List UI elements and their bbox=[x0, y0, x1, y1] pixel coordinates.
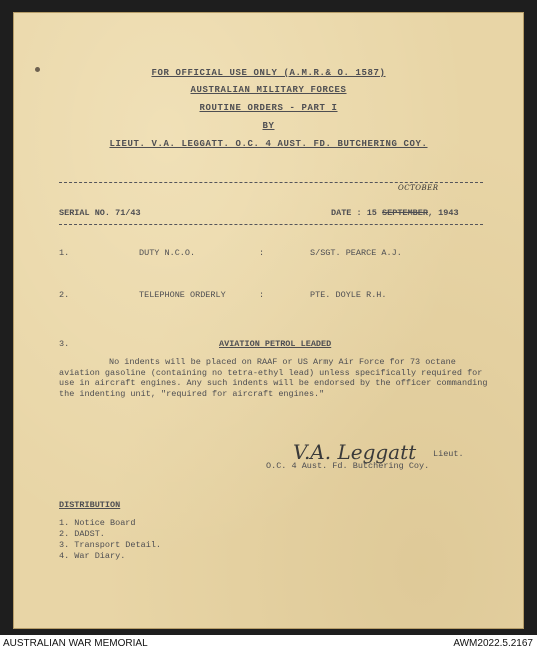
item-2-separator: : bbox=[259, 290, 265, 300]
item-2-number: 2. bbox=[59, 290, 70, 300]
header-officer: LIEUT. V.A. LEGGATT. O.C. 4 AUST. FD. BUTCHERING COY. bbox=[109, 139, 428, 149]
serial-number: SERIAL NO. 71/43 bbox=[59, 208, 141, 218]
item-3-title: AVIATION PETROL LEADED bbox=[219, 339, 332, 349]
distribution-list bbox=[59, 518, 161, 562]
item-2-name: PTE. DOYLE R.H. bbox=[310, 290, 387, 300]
item-1-name: S/SGT. PEARCE A.J. bbox=[310, 248, 402, 258]
order-date bbox=[331, 208, 459, 218]
distribution-title: DISTRIBUTION bbox=[59, 500, 121, 510]
footer-institution: AUSTRALIAN WAR MEMORIAL bbox=[3, 638, 148, 649]
divider-bottom bbox=[59, 224, 483, 225]
item-2-duty: TELEPHONE ORDERLY bbox=[139, 290, 226, 300]
footer-accession: AWM2022.5.2167 bbox=[453, 638, 533, 649]
distribution-item: 1. Notice Board bbox=[59, 518, 136, 528]
signature: V.A. Leggatt bbox=[293, 440, 417, 464]
header-orders: ROUTINE ORDERS - PART I bbox=[199, 103, 338, 113]
document-page bbox=[13, 12, 524, 629]
date-struck: SEPTEMBER bbox=[382, 208, 428, 218]
distribution-item: 3. Transport Detail. bbox=[59, 540, 162, 550]
item-1-number: 1. bbox=[59, 248, 70, 258]
header-by: BY bbox=[262, 121, 275, 131]
credit-footer bbox=[0, 635, 537, 653]
header-classification: FOR OFFICIAL USE ONLY (A.M.R.& O. 1587) bbox=[151, 68, 386, 78]
date-suffix: , 1943 bbox=[427, 208, 459, 218]
date-handwritten-correction: OCTOBER bbox=[398, 184, 439, 192]
distribution-item: 4. War Diary. bbox=[59, 551, 126, 561]
item-3-body: No indents will be placed on RAAF or US Army Air Force for 73 octane aviation gasoline (containing no tetra-ethyl lead) unless specifically required for use in aircraft engines. Any such indents will be endorsed by the officer commanding the indenting unit, "required for aircraft engines." bbox=[59, 357, 488, 399]
distribution-item: 2. DADST. bbox=[59, 529, 105, 539]
signature-unit: O.C. 4 Aust. Fd. Butchering Coy. bbox=[266, 461, 430, 471]
item-1-separator: : bbox=[259, 248, 265, 258]
item-3-number: 3. bbox=[59, 339, 70, 349]
signature-rank: Lieut. bbox=[433, 449, 464, 459]
date-prefix: DATE : 15 bbox=[331, 208, 377, 218]
header-force: AUSTRALIAN MILITARY FORCES bbox=[190, 85, 347, 95]
item-1-duty: DUTY N.C.O. bbox=[139, 248, 196, 258]
divider-top bbox=[59, 182, 483, 183]
